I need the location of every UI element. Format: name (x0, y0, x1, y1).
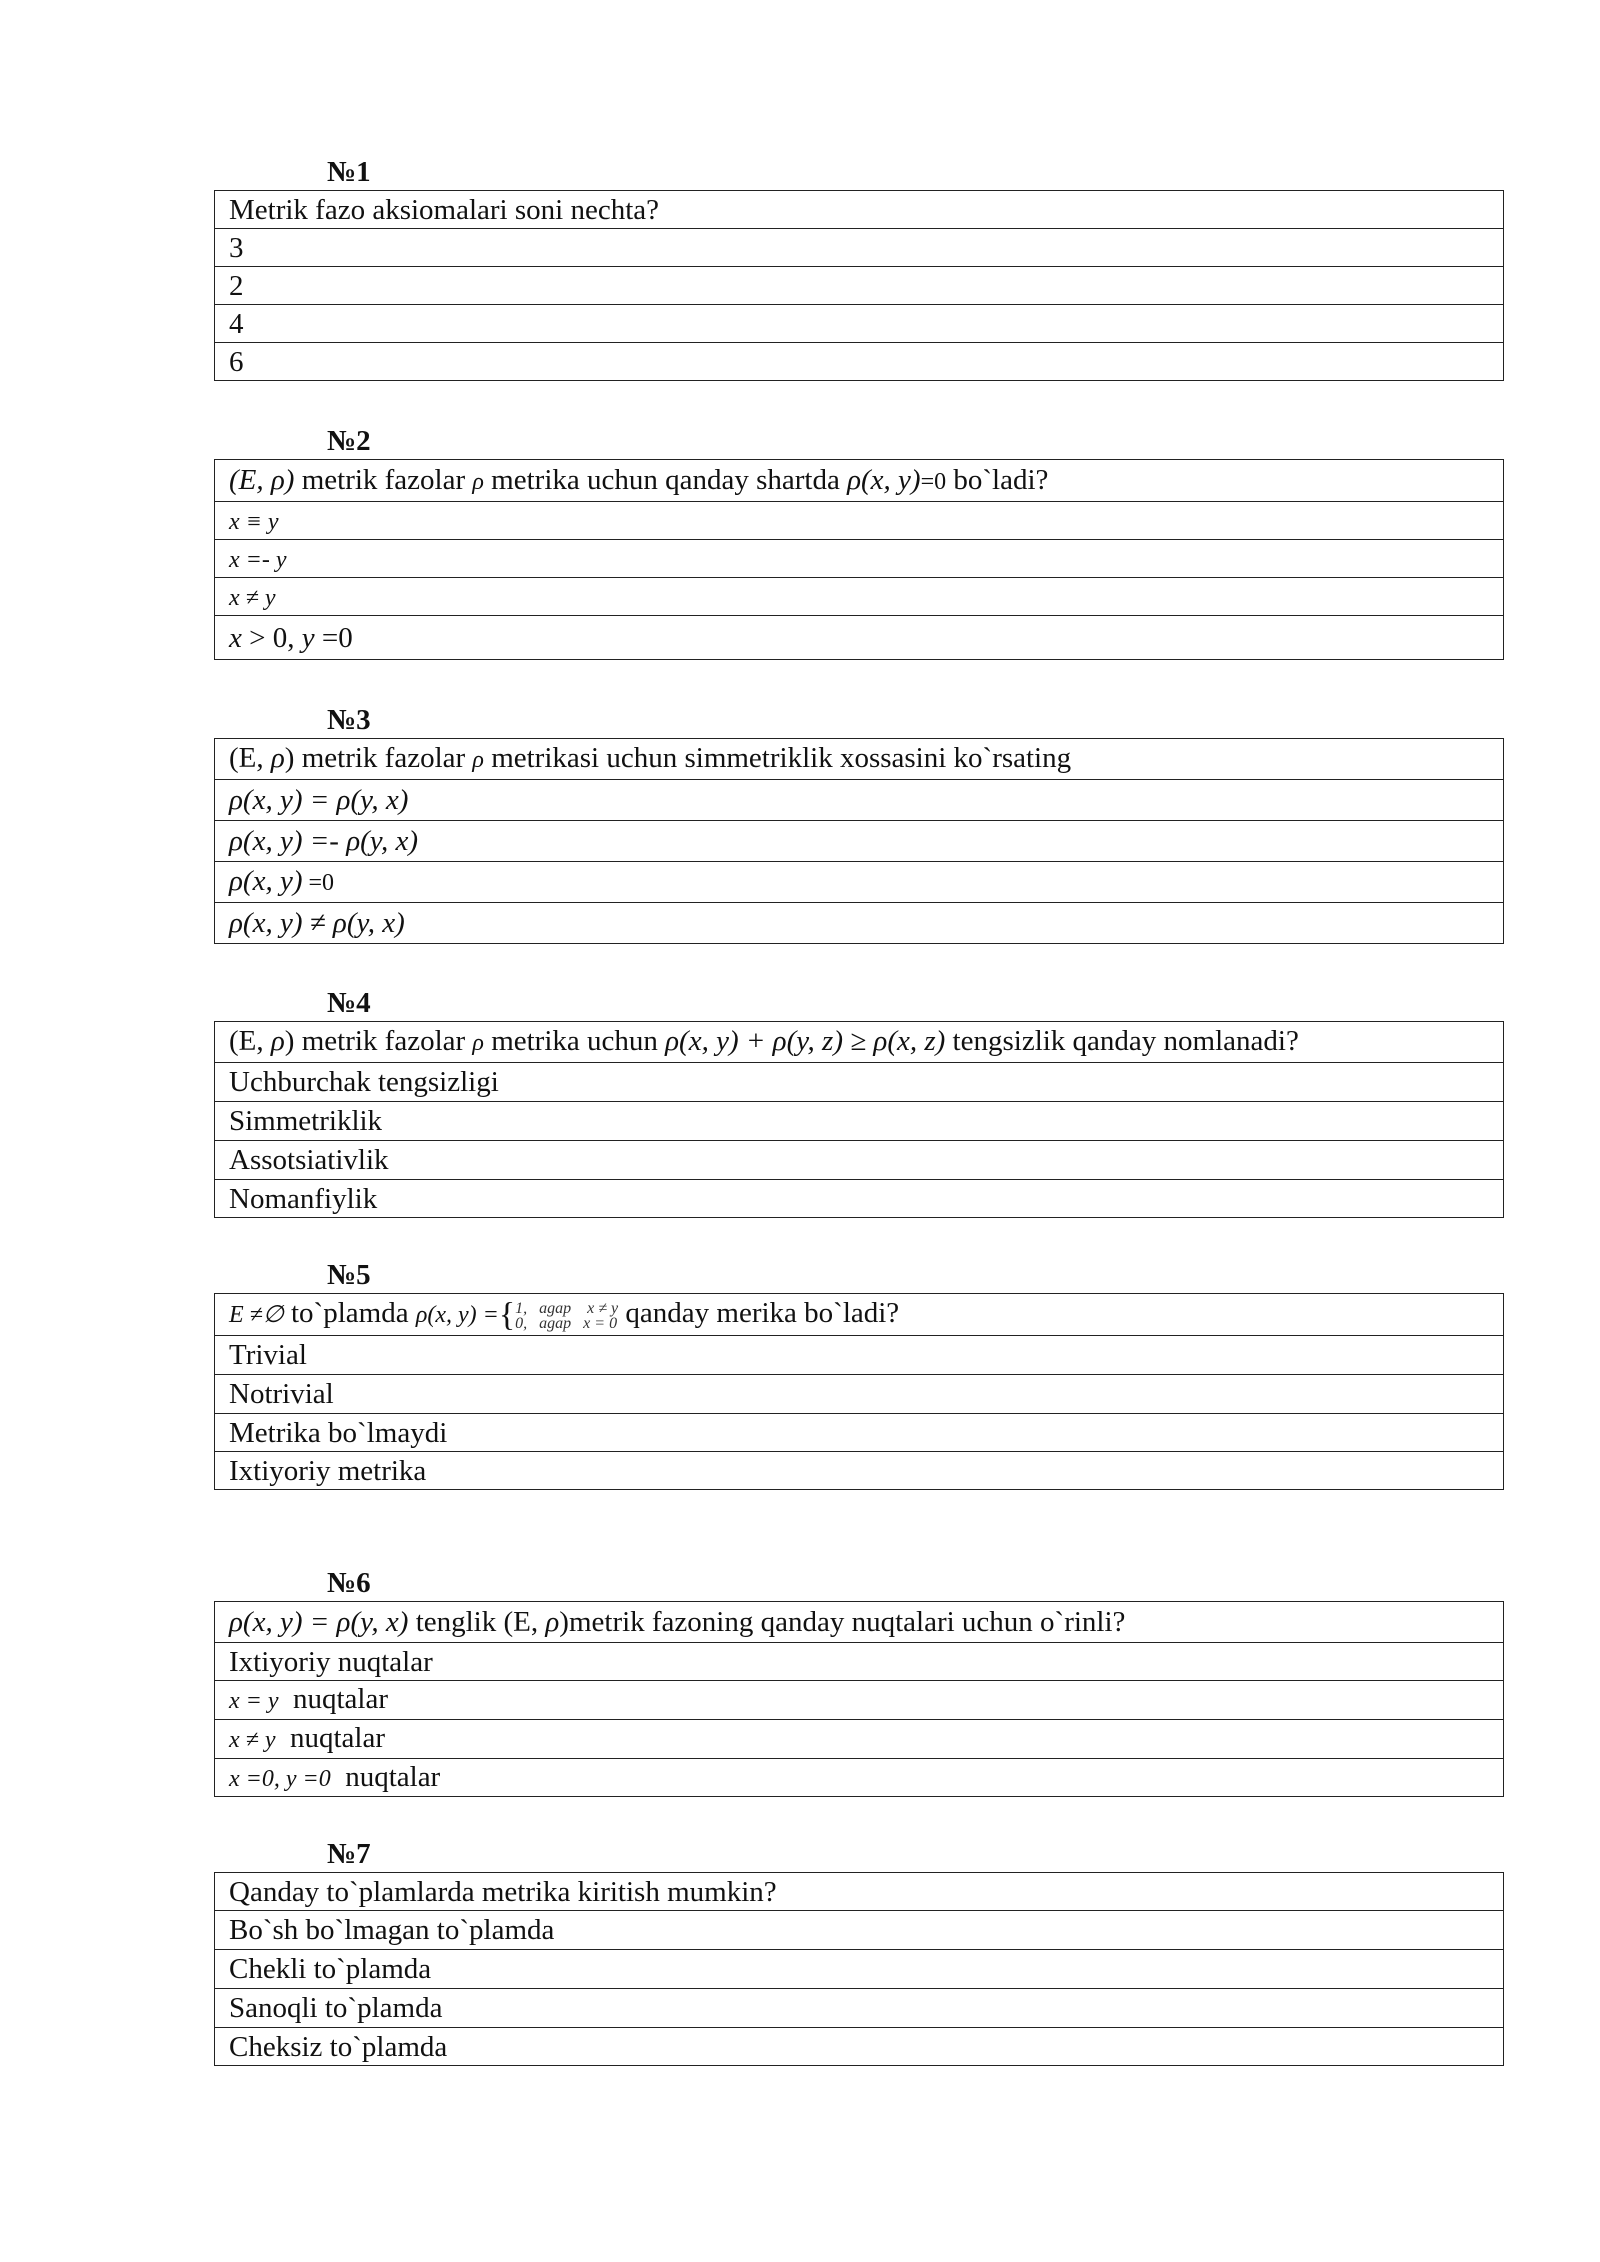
answer-option: Bo`sh bo`lmagan to`plamda (215, 1911, 1504, 1950)
answer-option: Assotsiativlik (215, 1141, 1504, 1180)
question-table (214, 190, 1504, 381)
question-number: №4 (327, 987, 371, 1019)
question-table (214, 738, 1504, 944)
answer-option: ρ(x, y) = ρ(y, x) (215, 780, 1504, 821)
question-table (214, 1293, 1504, 1490)
question-number: №1 (327, 156, 371, 188)
question-number: №2 (327, 425, 371, 457)
answer-option: Chekli to`plamda (215, 1950, 1504, 1989)
question-prompt: E ≠∅ to`plamda ρ(x, y) ={1, agap x ≠ y 0, agap x = 0 qanday merika bo`ladi? (215, 1294, 1504, 1336)
answer-option: Ixtiyoriy nuqtalar (215, 1643, 1504, 1681)
answer-option: 2 (215, 267, 1504, 305)
answer-option: ρ(x, y) =0 (215, 862, 1504, 903)
question-number: №7 (327, 1838, 371, 1870)
answer-option: 4 (215, 305, 1504, 343)
answer-option: Sanoqli to`plamda (215, 1989, 1504, 2028)
question-prompt: Qanday to`plamlarda metrika kiritish mumkin? (215, 1873, 1504, 1911)
question-prompt: (Ε, ρ) metrik fazolar ρ metrikasi uchun simmetriklik xossasini ko`rsating (215, 739, 1504, 780)
answer-option: Ixtiyoriy metrika (215, 1452, 1504, 1490)
answer-option: ρ(x, y) ≠ ρ(y, x) (215, 903, 1504, 944)
answer-option: Notrivial (215, 1375, 1504, 1414)
answer-option: Cheksiz to`plamda (215, 2028, 1504, 2066)
answer-option: 3 (215, 229, 1504, 267)
answer-option: x =0, y =0 nuqtalar (215, 1759, 1504, 1797)
question-table (214, 1872, 1504, 2066)
answer-option: x =- y (215, 540, 1504, 578)
answer-option: Uchburchak tengsizligi (215, 1063, 1504, 1102)
answer-option: 6 (215, 343, 1504, 381)
answer-option: x = y nuqtalar (215, 1681, 1504, 1720)
question-table (214, 1021, 1504, 1218)
answer-option: Metrika bo`lmaydi (215, 1414, 1504, 1452)
answer-option: x ≠ y nuqtalar (215, 1720, 1504, 1759)
answer-option: x > 0, y =0 (215, 616, 1504, 660)
answer-option: x ≠ y (215, 578, 1504, 616)
question-number: №3 (327, 704, 371, 736)
answer-option: x ≡ y (215, 502, 1504, 540)
question-number: №6 (327, 1567, 371, 1599)
answer-option: Trivial (215, 1336, 1504, 1375)
answer-option: Simmetriklik (215, 1102, 1504, 1141)
question-table (214, 1601, 1504, 1797)
answer-option: Nomanfiylik (215, 1180, 1504, 1218)
question-prompt: Metrik fazo aksiomalari soni nechta? (215, 191, 1504, 229)
question-prompt: (Ε, ρ) metrik fazolar ρ metrika uchun ρ(x, y) + ρ(y, z) ≥ ρ(x, z) tengsizlik qanday nomlanadi? (215, 1022, 1504, 1063)
question-table (214, 459, 1504, 660)
question-prompt: ρ(x, y) = ρ(y, x) tenglik (Ε, ρ)metrik fazoning qanday nuqtalari uchun o`rinli? (215, 1602, 1504, 1643)
question-number: №5 (327, 1259, 371, 1291)
question-prompt: (E, ρ) metrik fazolar ρ metrika uchun qanday shartda ρ(x, y)=0 bo`ladi? (215, 460, 1504, 502)
answer-option: ρ(x, y) =- ρ(y, x) (215, 821, 1504, 862)
